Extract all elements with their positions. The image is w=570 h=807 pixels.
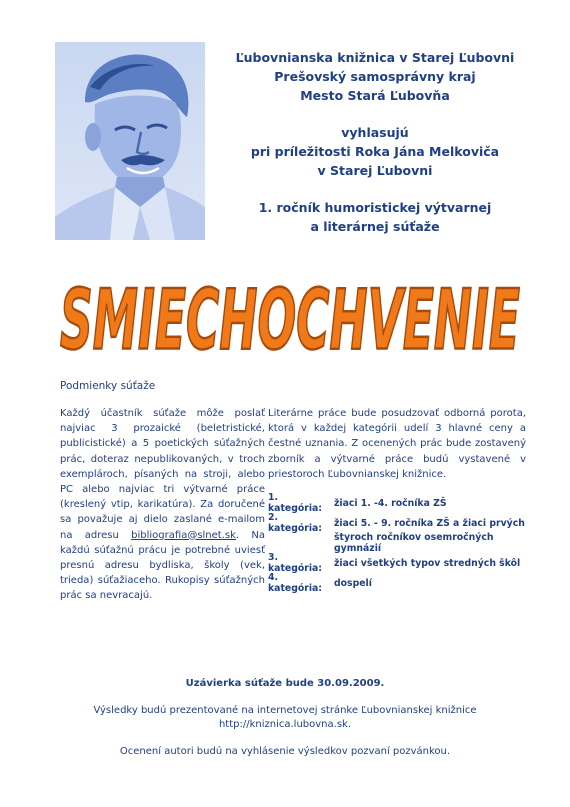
category-row — [268, 572, 533, 594]
page-title: SMIECHOCHVENIE — [59, 272, 520, 360]
category-list — [268, 492, 533, 594]
category-row-continued — [268, 532, 533, 554]
email-link[interactable]: bibliografia@slnet.sk — [131, 529, 236, 541]
author-photo — [55, 42, 205, 240]
results-block — [0, 704, 570, 732]
category-row — [268, 492, 533, 514]
category-key: 3. kategória: — [268, 552, 323, 574]
header-block — [210, 48, 540, 236]
portrait-image — [55, 42, 205, 240]
footer-text: Ocenení autori budú na vyhlásenie výsledkov pozvaní pozvánkou. — [119, 746, 451, 757]
conditions-left-text — [60, 406, 265, 604]
category-key: 4. kategória: — [268, 572, 323, 594]
category-key: 2. kategória: — [268, 512, 323, 534]
conditions-text-a: Každý účastník súťaže môže poslať najviac 3 prozaické (beletristické, publicistické) a 5 poetických súťažných prác, doteraz nepublikovaných, v troch exemplároch, písaných na stroji, alebo PC alebo najviac tri výtvarné práce (kreslený vtip, karikatúra). Za doručené sa považuje aj dielo zaslané e-mailom na adresu — [60, 408, 265, 541]
competition-line-2: a literárnej súťaže — [310, 219, 440, 234]
occasion-line-2: v Starej Ľubovni — [317, 163, 433, 178]
category-value: žiaci všetkých typov stredných škôl — [334, 557, 521, 569]
results-text: Výsledky budú prezentované na internetovej stránke Ľubovnianskej knižnice — [93, 705, 477, 716]
category-value: žiaci 5. - 9. ročníka ZŠ a žiaci prvých — [334, 517, 525, 529]
category-value: štyroch ročníkov osemročných gymnázií — [334, 532, 494, 554]
conditions-text-b: . Na každú súťažnú prácu je potrebné uviesť presnú adresu bydliska, školy (vek, trieda) súťažiaceho. Rukopisy súťažných prác sa nevracajú. — [60, 529, 266, 602]
conditions-heading: Podmienky súťaže — [60, 380, 156, 392]
occasion-line-1: pri príležitosti Roka Jána Melkoviča — [250, 144, 500, 159]
category-row — [268, 512, 533, 534]
title-banner — [55, 270, 525, 360]
category-value: žiaci 1. -4. ročníka ZŠ — [334, 497, 447, 509]
category-key: 1. kategória: — [268, 492, 323, 514]
deadline-text: Uzávierka súťaže bude 30.09.2009. — [185, 678, 385, 689]
conditions-right-text: Literárne práce bude posudzovať odborná porota, ktorá v každej kategórii udelí 3 hlavné ceny a čestné uznania. Z ocenených prác bude zostavený zborník a výtvarné práce budú vystavené v priestoroch Ľubovnianskej knižnice. — [268, 408, 526, 480]
org-town: Mesto Stará Ľubovňa — [300, 88, 450, 103]
category-row — [268, 552, 533, 574]
announce-text: vyhlasujú — [341, 125, 409, 140]
org-region: Prešovský samosprávny kraj — [274, 69, 476, 84]
category-value: dospelí — [334, 577, 372, 589]
org-library: Ľubovnianska knižnica v Starej Ľubovni — [235, 50, 515, 65]
results-url[interactable]: http://kniznica.lubovna.sk. — [218, 719, 352, 730]
competition-line-1: 1. ročník humoristickej výtvarnej — [258, 200, 492, 215]
